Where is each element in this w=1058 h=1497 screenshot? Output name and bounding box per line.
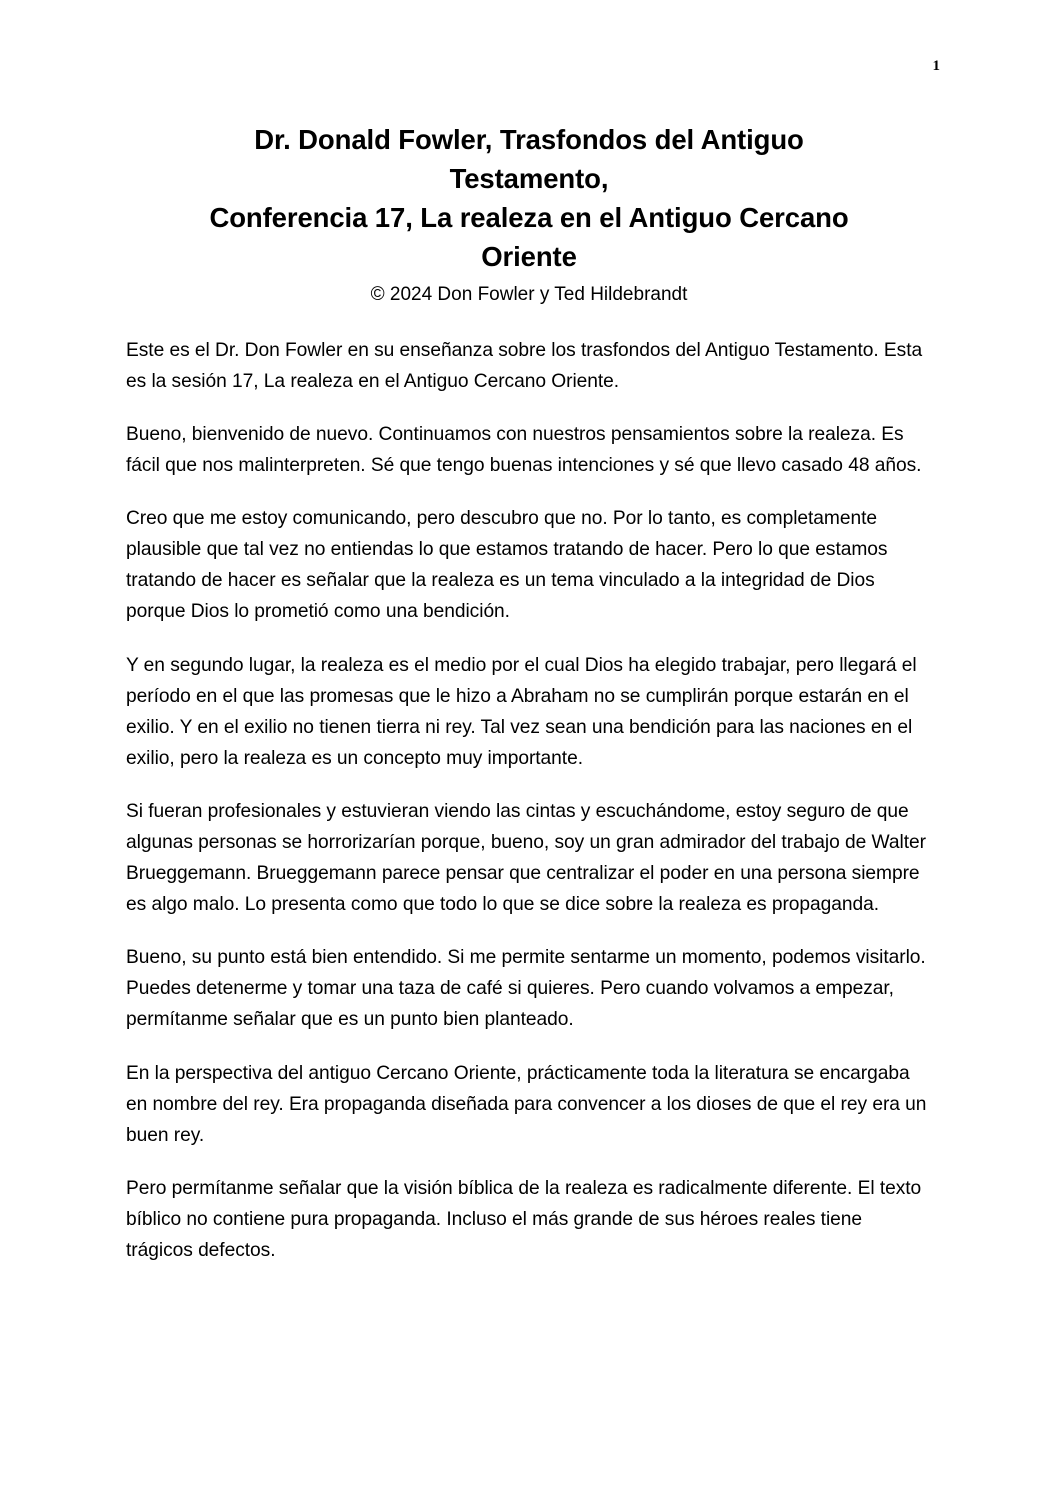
body-text bbox=[126, 335, 932, 1266]
paragraph: Pero permítanme señalar que la visión bíblica de la realeza es radicalmente diferente. El texto bíblico no contiene pura propaganda. Incluso el más grande de sus héroes reales tiene trágicos defectos. bbox=[126, 1177, 922, 1262]
title-line: Conferencia 17, La realeza en el Antiguo Cercano bbox=[209, 202, 849, 234]
page-number: 1 bbox=[932, 58, 940, 74]
paragraph: Si fueran profesionales y estuvieran viendo las cintas y escuchándome, estoy seguro de que algunas personas se horrorizarían porque, bueno, soy un gran admirador del trabajo de Walter Brueggemann. Brueggemann parece pensar que centralizar el poder en una persona siempre es algo malo. Lo presenta como que todo lo que se dice sobre la realeza es propaganda. bbox=[126, 800, 926, 916]
paragraph: Y en segundo lugar, la realeza es el medio por el cual Dios ha elegido trabajar, pero llegará el período en el que las promesas que le hizo a Abraham no se cumplirán porque estarán en el exilio. Y en el exilio no tienen tierra ni rey. Tal vez sean una bendición para las naciones en el exilio, pero la realeza es un concepto muy importante. bbox=[126, 654, 917, 769]
page-title bbox=[126, 120, 932, 276]
paragraph: Este es el Dr. Don Fowler en su enseñanza sobre los trasfondos del Antiguo Testamento. Esta es la sesión 17, La realeza en el Antiguo Cercano Oriente. bbox=[126, 339, 923, 392]
paragraph: Bueno, bienvenido de nuevo. Continuamos con nuestros pensamientos sobre la realeza. Es fácil que nos malinterpreten. Sé que tengo buenas intenciones y sé que llevo casado 48 años. bbox=[126, 423, 922, 477]
paragraph: En la perspectiva del antiguo Cercano Oriente, prácticamente toda la literatura se encargaba en nombre del rey. Era propaganda diseñada para convencer a los dioses de que el rey era un buen rey. bbox=[126, 1062, 927, 1146]
title-line: Dr. Donald Fowler, Trasfondos del Antiguo bbox=[254, 124, 804, 155]
paragraph: Bueno, su punto está bien entendido. Si me permite sentarme un momento, podemos visitarlo. Puedes detenerme y tomar una taza de café si quieres. Pero cuando volvamos a empezar, permítanme señalar que es un punto bien planteado. bbox=[126, 947, 926, 1031]
paragraph: Creo que me estoy comunicando, pero descubro que no. Por lo tanto, es completamente plausible que tal vez no entiendas lo que estamos tratando de hacer. Pero lo que estamos tratando de hacer es señalar que la realeza es un tema vinculado a la integridad de Dios porque Dios lo prometió como una bendición. bbox=[126, 508, 888, 623]
document-content bbox=[126, 120, 932, 1266]
title-line: Oriente bbox=[481, 241, 577, 273]
copyright-line: © 2024 Don Fowler y Ted Hildebrandt bbox=[370, 284, 688, 306]
title-line: Testamento, bbox=[449, 163, 609, 195]
